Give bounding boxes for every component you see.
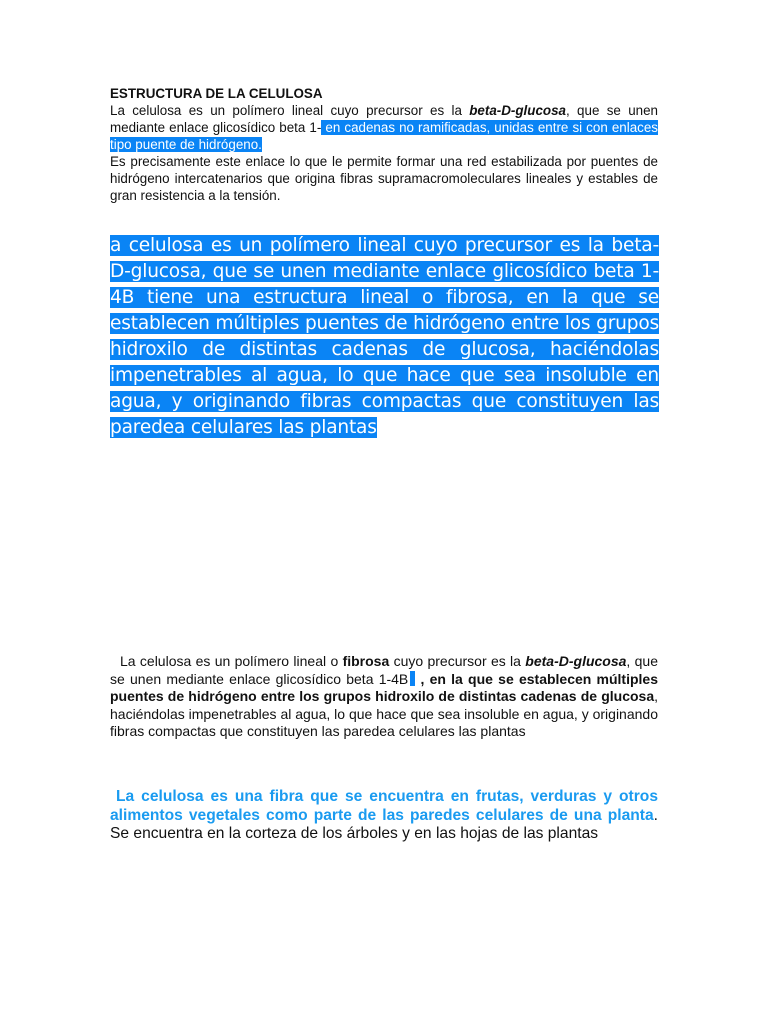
p3-beta-d-glucosa: beta-D-glucosa	[525, 653, 627, 669]
p3-fibrosa: fibrosa	[342, 653, 390, 669]
paragraph-3	[110, 653, 658, 741]
p3-text-c: cuyo precursor es la	[389, 653, 526, 669]
p3-bold-text: , en la que se establecen múltiples puentes de hidrógeno entre los grupos hidroxilo de distintas cadenas de glucosa	[110, 670, 658, 704]
section-1	[110, 86, 658, 204]
p1-beta-d-glucosa: beta-D-glucosa	[469, 103, 566, 118]
p1-highlighted-text: en cadenas no ramificadas, unidas entre si con enlaces tipo puente de hidrógeno.	[110, 120, 659, 152]
document-title: ESTRUCTURA DE LA CELULOSA	[110, 86, 323, 101]
p4-text-rest: . Se encuentra en la corteza de los árboles y en las hojas de las plantas	[110, 806, 658, 842]
paragraph-1	[110, 102, 658, 153]
paragraph-2-selected	[110, 233, 659, 441]
paragraph-1-continued: Es precisamente este enlace lo que le permite formar una red estabilizada por puentes de hidrógeno intercatenarios que origina fibras supramacromoleculares lineales y estables de gran resistencia a la tensión.	[110, 154, 658, 203]
paragraph-4	[110, 788, 658, 844]
p3-text-g: , haciéndolas impenetrables al agua, lo que hace que sea insoluble en agua, y originando fibras compactas que constituyen las paredea celulares las plantas	[110, 688, 658, 739]
p2-highlighted-text: a celulosa es un polímero lineal cuyo precursor es la beta-D-glucosa, que se unen mediante enlace glicosídico beta 1-4B tiene una estructura lineal o fibrosa, en la que se establecen múltiples puentes de hidrógeno entre los grupos hidroxilo de distintas cadenas de glucosa, haciéndolas impenetrables al agua, lo que hace que sea insoluble en agua, y originando fibras compactas que constituyen las paredea celulares las plantas	[110, 235, 659, 438]
p1-text-c: , que se unen mediante enlace glicosídico beta 1-	[110, 103, 658, 135]
p1-text-a: La celulosa es un polímero lineal cuyo precursor es la	[110, 103, 470, 118]
p3-text-e: , que se unen mediante enlace glicosídico beta 1-4B	[110, 653, 659, 687]
p3-text-a: La celulosa es un polímero lineal o	[120, 653, 343, 669]
p4-blue-text: La celulosa es una fibra que se encuentra en frutas, verduras y otros alimentos vegetales como parte de las paredes celulares de una planta	[110, 788, 658, 824]
